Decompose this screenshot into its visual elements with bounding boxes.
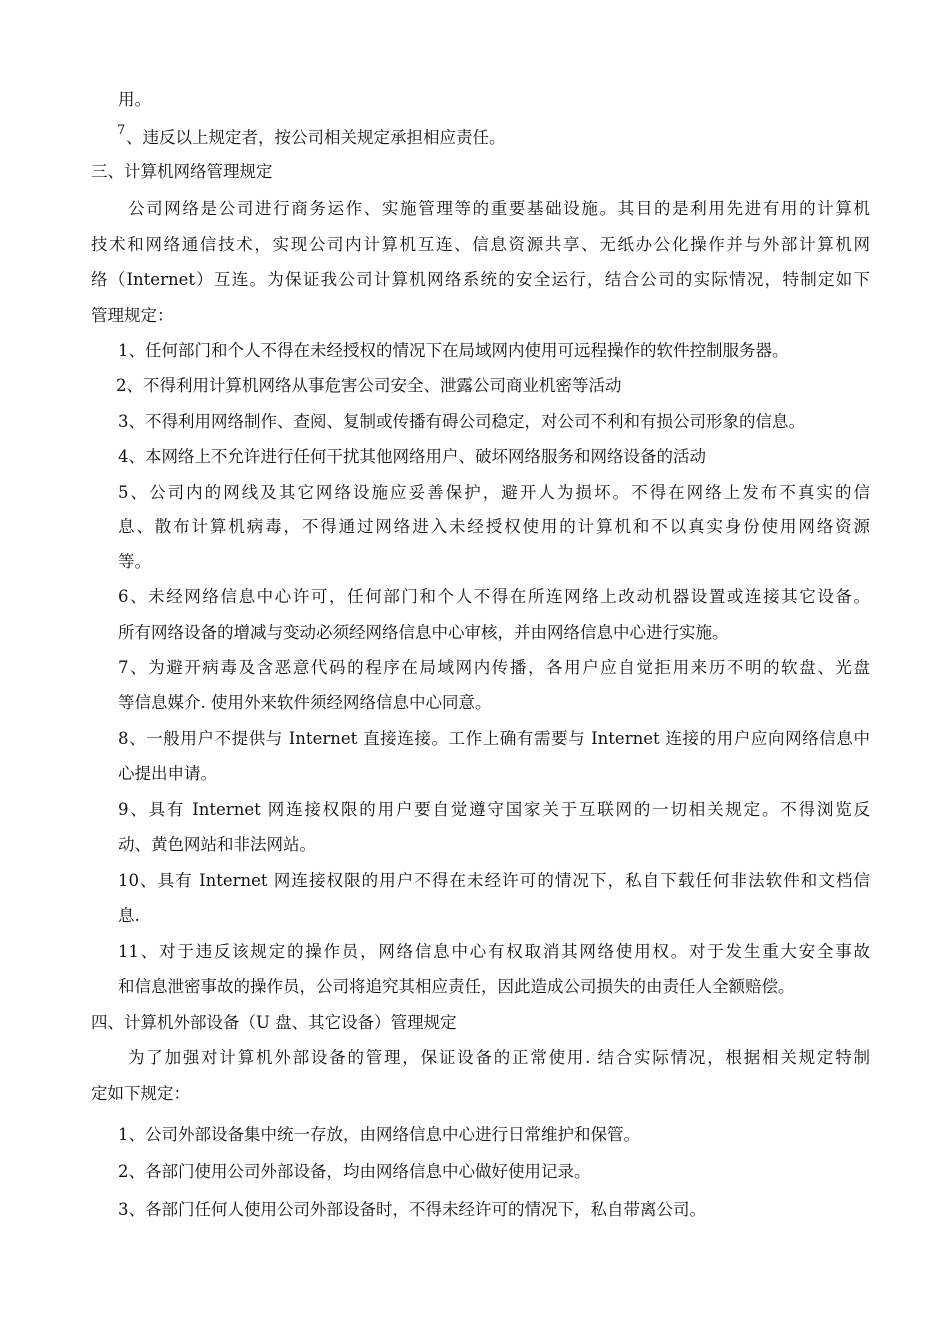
list-item-continuation: 和信息泄密事故的操作员，公司将追究其相应责任，因此造成公司损失的由责任人全额赔偿。 (118, 977, 795, 996)
text-line: 络（Internet）互连。为保证我公司计算机网络系统的安全运行，结合公司的实际情况，特制定如下 (91, 270, 870, 289)
list-item: 3、不得利用网络制作、查阅、复制或传播有碍公司稳定，对公司不利和有损公司形象的信息。 (118, 412, 805, 431)
list-item: 1、公司外部设备集中统一存放，由网络信息中心进行日常维护和保管。 (118, 1125, 640, 1144)
list-item: 4、本网络上不允许进行任何干扰其他网络用户、破坏网络服务和网络设备的活动 (118, 447, 706, 466)
list-item: 11、对于违反该规定的操作员，网络信息中心有权取消其网络使用权。对于发生重大安全事故 (118, 942, 870, 961)
list-item-continuation: 息. (118, 906, 140, 925)
list-item-continuation: 等。 (118, 552, 151, 571)
text-line: 技术和网络通信技术，实现公司内计算机互连、信息资源共享、无纸办公化操作并与外部计算机网 (91, 235, 870, 254)
list-item-continuation: 息、散布计算机病毒，不得通过网络进入未经授权使用的计算机和不以真实身份使用网络资源 (118, 517, 870, 536)
superscript-number: 7 (117, 123, 126, 138)
section-heading: 三、计算机网络管理规定 (91, 162, 273, 181)
section-heading: 四、计算机外部设备（U 盘、其它设备）管理规定 (91, 1013, 457, 1032)
list-item-continuation: 动、黄色网站和非法网站。 (118, 835, 316, 854)
list-item: 5、公司内的网线及其它网络设施应妥善保护，避开人为损坏。不得在网络上发布不真实的信 (118, 483, 870, 502)
text-line: 公司网络是公司进行商务运作、实施管理等的重要基础设施。其目的是利用先进有用的计算机 (128, 199, 870, 218)
text-line: 用。 (118, 90, 151, 109)
text-line: 定如下规定： (91, 1084, 190, 1103)
list-item: 8、一般用户不提供与 Internet 直接连接。工作上确有需要与 Internet 连接的用户应向网络信息中 (118, 729, 870, 748)
list-item: 6、未经网络信息中心许可，任何部门和个人不得在所连网络上改动机器设置或连接其它设备。 (118, 587, 870, 606)
list-item-continuation: 心提出申请。 (118, 764, 217, 783)
list-item: 2、各部门使用公司外部设备，均由网络信息中心做好使用记录。 (118, 1162, 591, 1181)
list-item-continuation: 所有网络设备的增减与变动必须经网络信息中心审核，并由网络信息中心进行实施。 (118, 623, 729, 642)
list-item: 9、具有 Internet 网连接权限的用户要自觉遵守国家关于互联网的一切相关规定。不得浏览反 (118, 800, 870, 819)
list-item: 7、为避开病毒及含恶意代码的程序在局域网内传播，各用户应自觉拒用来历不明的软盘、光盘 (118, 658, 870, 677)
text-line: 、违反以上规定者，按公司相关规定承担相应责任。 (126, 128, 506, 147)
list-item: 10、具有 Internet 网连接权限的用户不得在未经许可的情况下，私自下载任何非法软件和文档信 (118, 871, 870, 890)
list-item-continuation: 等信息媒介. 使用外来软件须经网络信息中心同意。 (118, 693, 492, 712)
text-line: 管理规定： (91, 306, 174, 325)
list-item: 1、任何部门和个人不得在未经授权的情况下在局域网内使用可远程操作的软件控制服务器。 (118, 341, 789, 360)
list-item: 3、各部门任何人使用公司外部设备时，不得未经许可的情况下，私自带离公司。 (118, 1200, 706, 1219)
list-item: 2、不得利用计算机网络从事危害公司安全、泄露公司商业机密等活动 (116, 376, 622, 395)
text-line: 为了加强对计算机外部设备的管理，保证设备的正常使用. 结合实际情况，根据相关规定特制 (128, 1048, 870, 1067)
